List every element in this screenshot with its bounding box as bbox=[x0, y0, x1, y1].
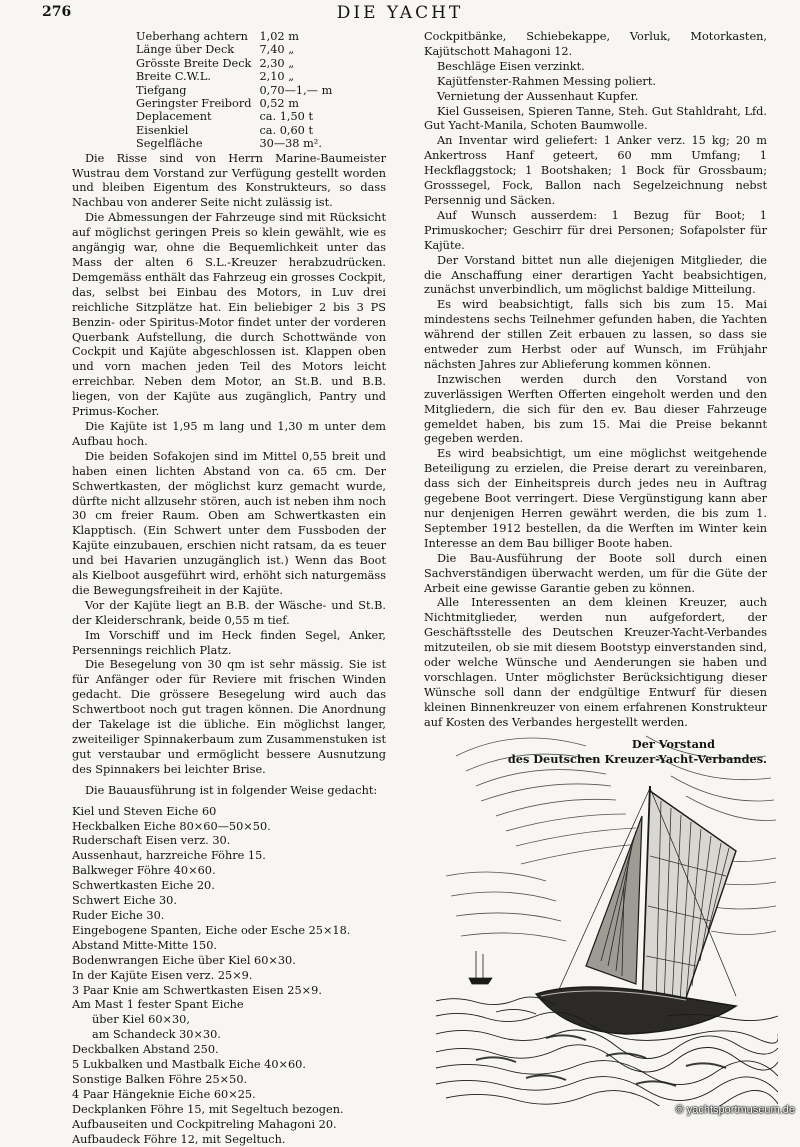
list-item: Sonstige Balken Föhre 25×50. bbox=[72, 1072, 248, 1086]
list-item: Aussenhaut, harzreiche Föhre 15. bbox=[72, 849, 266, 863]
spec-label: Tiefgang bbox=[136, 83, 187, 97]
spec-value: 2,10 „ bbox=[259, 70, 295, 84]
material-line: Kiel Gusseisen, Spieren Tanne, Steh. Gut Stahldraht, Lfd. Gut Yacht-Manila, Schoten Baumwolle. bbox=[424, 104, 767, 133]
list-item: Deckplanken Föhre 15, mit Segeltuch bezogen. bbox=[72, 1102, 344, 1116]
body-paragraph: Die Risse sind von Herrn Marine-Baumeister Wustrau dem Vorstand zur Verfügung gestellt worden und bleiben Eigentum des Konstrukteurs, so dass Nachbau von anderer Seite nicht zulässig ist. bbox=[72, 151, 386, 210]
spec-value: ca. 1,50 t bbox=[259, 110, 313, 124]
body-paragraph: Vor der Kajüte liegt an B.B. der Wäsche- und St.B. der Kleiderschrank, beide 0,55 m tief. bbox=[72, 598, 386, 627]
body-paragraph: Die beiden Sofakojen sind im Mittel 0,55 breit und haben einen lichten Abstand von ca. 65 cm. Der Schwertkasten, der möglichst kurz gemacht wurde, dürfte nicht allzusehr stören, auch ist neben ihm noch 30 cm freier Raum. Oben am Schwertkasten ein Klapptisch. (Ein Schwert unter dem Fussboden der Kajüte einzubauen, erschien nicht ratsam, da es teuer und bei Havarien unzugänglich ist.) Wenn das Boot als Kielboot ausgeführt wird, erhöht sich naturgemäss die Bewegungsfreiheit in der Kajüte. bbox=[72, 449, 386, 597]
list-item: Am Mast 1 fester Spant Eiche bbox=[72, 998, 244, 1012]
spec-row bbox=[136, 43, 336, 56]
spec-value: 7,40 „ bbox=[259, 43, 295, 57]
distant-ship-icon bbox=[469, 951, 492, 984]
spec-row bbox=[136, 57, 336, 70]
materials-list bbox=[72, 805, 386, 1147]
spec-value: 1,02 m bbox=[259, 30, 299, 43]
spec-value: ca. 0,60 t bbox=[259, 123, 313, 137]
list-item: Aufbaudeck Föhre 12, mit Segeltuch. bbox=[72, 1132, 286, 1146]
body-paragraph: Es wird beabsichtigt, um eine möglichst weitgehende Beteiligung zu erzielen, die Preise derart zu vereinbaren, dass sich der Einheitspreis durch jedes neu in Auftrag gegebene Boot verringert. Diese Vergünstigung kann aber nur denjenigen Herren gewährt werden, die bis zum 1. September 1912 bestellen, da die Werften im Winter kein Interesse an dem Bau billiger Boote haben. bbox=[424, 447, 767, 550]
body-paragraph: Inzwischen werden durch den Vorstand von zuverlässigen Werften Offerten eingeholt werden und den Mitgliedern, die sich für den ev. Bau dieser Fahrzeuge gemeldet haben, bis zum 15. Mai die Preise bekannt gegeben werden. bbox=[424, 372, 767, 446]
list-item: Bodenwrangen Eiche über Kiel 60×30. bbox=[72, 953, 296, 967]
mainsail bbox=[642, 791, 736, 1011]
body-paragraph: Auf Wunsch ausserdem: 1 Bezug für Boot; 1 Primuskocher; Geschirr für drei Personen; Sofapolster für Kajüte. bbox=[424, 208, 767, 252]
body-paragraph: An Inventar wird geliefert: 1 Anker verz. 15 kg; 20 m Ankertross Hanf geteert, 60 mm Umfang; 1 Heckflaggstock; 1 Bootshaken; 1 Bock für Grossbaum; Grosssegel, Fock, Ballon nach Segelzeichnung nebst Persennig und Säcken. bbox=[424, 134, 767, 207]
body-paragraph: Alle Interessenten an dem kleinen Kreuzer, auch Nichtmitglieder, werden nun aufgefordert, der Geschäftsstelle des Deutschen Kreuzer-Yacht-Verbandes mitzuteilen, ob sie mit diesem Bootstyp einverstanden sind, oder welche Wünsche und Aenderungen sie haben und vorschlagen. Unter möglichster Berücksichtigung dieser Wünsche soll dann der endgültige Entwurf für diesen kleinen Binnenkreuzer von einem erfahrenen Konstrukteur auf Kosten des Verbandes hergestellt werden. bbox=[424, 596, 767, 729]
signature-org: des Deutschen Kreuzer-Yacht-Verbandes. bbox=[507, 751, 767, 766]
spec-value: 0,70—1,— m bbox=[259, 83, 333, 97]
material-line: Cockpitbänke, Schiebekappe, Vorluk, Motorkasten, Kajütschott Mahagoni 12. bbox=[424, 30, 767, 58]
spec-label: Segelfläche bbox=[136, 137, 203, 151]
list-item: Ruderschaft Eisen verz. 30. bbox=[72, 834, 231, 848]
signature-title: Der Vorstand bbox=[631, 736, 715, 751]
list-item: In der Kajüte Eisen verz. 25×9. bbox=[72, 968, 253, 982]
watermark: © yachtsportmuseum.de bbox=[675, 1104, 795, 1116]
spec-row bbox=[136, 97, 336, 110]
list-item: Balkweger Föhre 40×60. bbox=[72, 864, 216, 878]
body-paragraph: Die Besegelung von 30 qm ist sehr mässig. Sie ist für Anfänger oder für Reviere mit frischen Winden gedacht. Die grössere Besegelung wird auch das Schwertboot noch gut tragen können. Die Anordnung der Takelage ist die übliche. Ein möglichst langer, zweiteiliger Spinnakerbaum zum Zusammenstuken ist gut verstaubar und ermöglicht bessere Ausnutzung des Spinnakers bei leichter Brise. bbox=[72, 658, 386, 776]
spec-row bbox=[136, 110, 336, 123]
spec-row bbox=[136, 124, 336, 137]
spec-row bbox=[136, 137, 336, 150]
spec-label: Eisenkiel bbox=[136, 123, 189, 137]
spec-row bbox=[136, 30, 336, 43]
list-item: Schwert Eiche 30. bbox=[72, 894, 177, 908]
spec-label: Deplacement bbox=[136, 110, 212, 124]
material-line: Kajütfenster-Rahmen Messing poliert. bbox=[437, 74, 656, 88]
spec-label: Ueberhang achtern bbox=[136, 30, 248, 43]
list-item: Heckbalken Eiche 80×60—50×50. bbox=[72, 819, 271, 833]
spec-value: 2,30 „ bbox=[259, 56, 295, 70]
spec-label: Länge über Deck bbox=[136, 43, 235, 57]
list-item: Kiel und Steven Eiche 60 bbox=[72, 804, 217, 818]
list-item: Ruder Eiche 30. bbox=[72, 908, 165, 922]
list-item: 3 Paar Knie am Schwertkasten Eisen 25×9. bbox=[72, 983, 322, 997]
list-item: 4 Paar Hängeknie Eiche 60×25. bbox=[72, 1087, 256, 1101]
list-item: Aufbauseiten und Cockpitreling Mahagoni 20. bbox=[72, 1117, 337, 1131]
list-item: über Kiel 60×30, bbox=[92, 1013, 190, 1027]
list-item: 5 Lukbalken und Mastbalk Eiche 40×60. bbox=[72, 1058, 306, 1072]
list-item: Abstand Mitte-Mitte 150. bbox=[72, 938, 218, 952]
spec-label: Grösste Breite Deck bbox=[136, 56, 252, 70]
spec-label: Geringster Freibord bbox=[136, 97, 252, 111]
spec-row bbox=[136, 84, 336, 97]
left-column bbox=[72, 30, 386, 1147]
body-paragraph: Im Vorschiff und im Heck finden Segel, Anker, Persennings reichlich Platz. bbox=[72, 628, 386, 657]
spec-value: 0,52 m bbox=[259, 97, 299, 111]
body-paragraph: Der Vorstand bittet nun alle diejenigen Mitglieder, die die Anschaffung einer derartigen Yacht beabsichtigen, zunächst unverbindlich, um möglichst baldige Mitteilung. bbox=[424, 253, 767, 297]
list-item: Schwertkasten Eiche 20. bbox=[72, 879, 215, 893]
body-paragraph: Die Bau-Ausführung der Boote soll durch einen Sachverständigen überwacht werden, um für die Güte der Arbeit eine gewisse Garantie geben zu können. bbox=[424, 551, 767, 595]
spec-row bbox=[136, 70, 336, 83]
page-number: 276 bbox=[42, 4, 72, 20]
material-line: Beschläge Eisen verzinkt. bbox=[437, 59, 585, 73]
body-paragraph: Es wird beabsichtigt, falls sich bis zum 15. Mai mindestens sechs Teilnehmer gefunden haben, die Yachten während der stillen Zeit erbauen zu lassen, so dass sie entweder zum Herbst oder auf Wunsch, im Frühjahr nächsten Jahres zur Ablieferung kommen können. bbox=[424, 298, 767, 371]
sailboat-illustration bbox=[436, 716, 778, 1106]
list-item: am Schandeck 30×30. bbox=[92, 1028, 221, 1042]
hull bbox=[536, 987, 736, 1034]
body-paragraph: Die Kajüte ist 1,95 m lang und 1,30 m unter dem Aufbau hoch. bbox=[72, 419, 386, 448]
spec-value: 30—38 m². bbox=[259, 137, 322, 151]
right-column bbox=[424, 30, 767, 766]
running-head: DIE YACHT bbox=[336, 3, 464, 23]
list-item: Eingebogene Spanten, Eiche oder Esche 25×18. bbox=[72, 923, 351, 937]
body-paragraph: Die Abmessungen der Fahrzeuge sind mit Rücksicht auf möglichst geringen Preis so klein gewählt, wie es angängig war, ohne die Bequemlichkeit unter das Mass der alten 6 S.L.-Kreuzer herabzudrücken. Demgemäss enthält das Fahrzeug ein grosses Cockpit, das, selbst bei Einbau des Motors, in Luv drei reichliche Sitzplätze hat. Ein beliebiger 2 bis 3 PS Benzin- oder Spiritus-Motor findet unter der vorderen Querbank Aufstellung, die durch Schottwände von Cockpit und Kajüte abgeschlossen ist. Klappen oben und vorn machen jeden Teil des Motors leicht erreichbar. Neben dem Motor, an St.B. und B.B. liegen, von der Kajüte aus zugänglich, Pantry und Primus-Kocher. bbox=[72, 211, 386, 419]
list-item: Deckbalken Abstand 250. bbox=[72, 1043, 219, 1057]
spec-label: Breite C.W.L. bbox=[136, 70, 211, 84]
specs-table bbox=[136, 30, 336, 151]
materials-intro: Die Bauausführung ist in folgender Weise gedacht: bbox=[85, 783, 378, 797]
material-line: Vernietung der Aussenhaut Kupfer. bbox=[437, 89, 639, 103]
